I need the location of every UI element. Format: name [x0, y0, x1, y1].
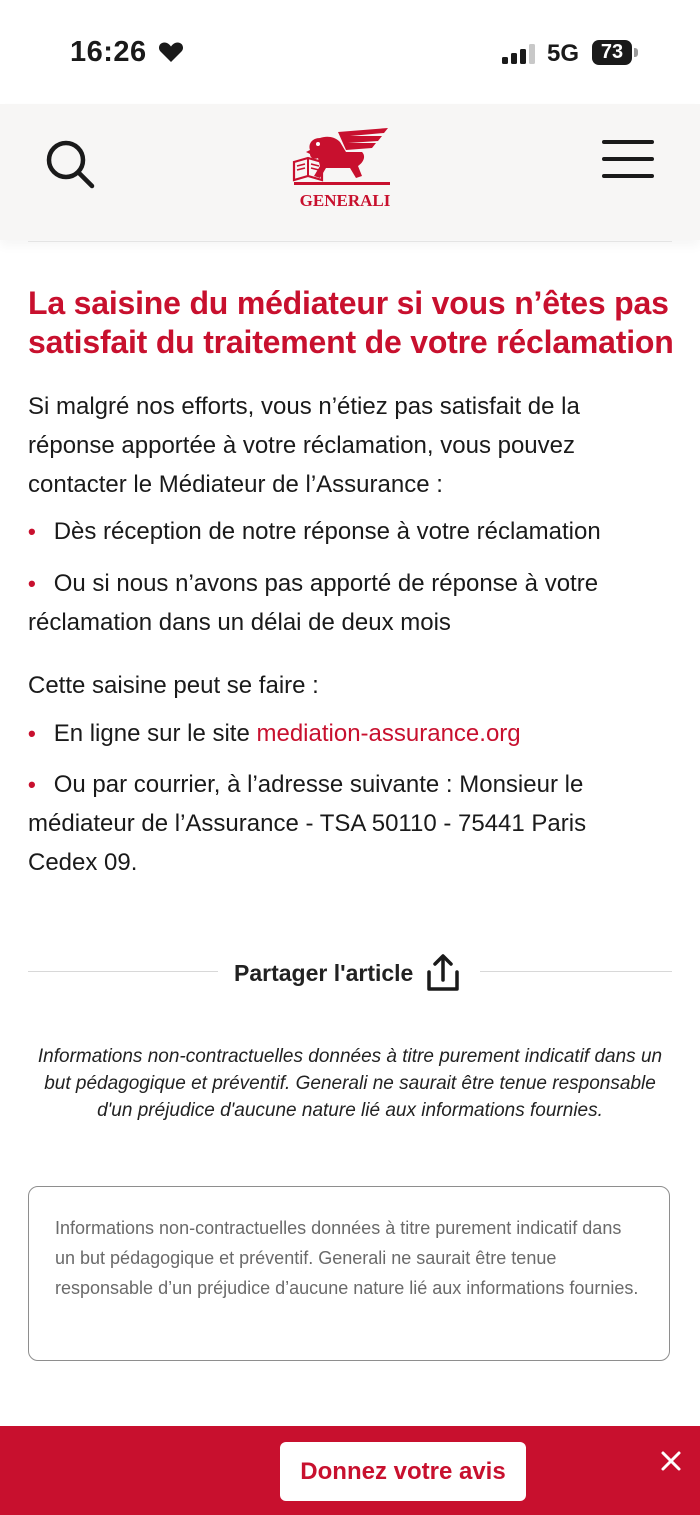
battery-icon: [592, 40, 632, 65]
saisine-intro: Cette saisine peut se faire :: [28, 672, 319, 699]
header-divider: [28, 241, 672, 242]
site-header: [0, 104, 700, 240]
bullet-dot: •: [28, 571, 36, 596]
signal-icon: [502, 44, 538, 64]
bullet-online: [28, 714, 668, 753]
mail-text: Ou par courrier, à l’adresse suivante : Monsieur le médiateur de l’Assurance - TSA 50110 - 75441 Paris Cedex 09.: [28, 771, 587, 876]
share-divider-left: [28, 971, 218, 972]
share-icon: [425, 954, 461, 992]
share-article-button[interactable]: [234, 953, 461, 993]
info-note-box: [28, 1186, 670, 1361]
network-label: 5G: [547, 40, 580, 67]
generali-logo[interactable]: [290, 122, 400, 212]
bullet-text: Ou si nous n’avons pas apporté de réponse à votre réclamation dans un délai de deux mois: [28, 570, 599, 636]
bullet-text: Dès réception de notre réponse à votre réclamation: [53, 518, 601, 545]
status-time: 16:26: [70, 36, 147, 68]
heart-icon: [158, 41, 184, 63]
bullet-mail: [28, 765, 638, 882]
bullet-dot: •: [28, 721, 36, 746]
hamburger-menu-icon[interactable]: [600, 136, 656, 182]
article-intro: Si malgré nos efforts, vous n’étiez pas satisfait de la réponse apportée à votre réclamation, vous pouvez contacter le Médiateur de l’Assurance :: [28, 393, 580, 498]
bullet-dot: •: [28, 519, 36, 544]
bullet-dot: •: [28, 772, 36, 797]
battery-tip: [634, 48, 638, 57]
give-feedback-button[interactable]: Donnez votre avis: [280, 1442, 526, 1501]
disclaimer-text: Informations non-contractuelles données à titre purement indicatif dans un but pédagogique et préventif. Generali ne saurait être tenue responsable d'un préjudice d'aucune nature lié aux informations fournies.: [37, 1046, 663, 1121]
bullet-delay: [28, 564, 658, 642]
status-bar: [0, 0, 700, 104]
share-row: [28, 945, 672, 999]
feedback-bar: [0, 1426, 700, 1515]
mediation-link[interactable]: mediation-assurance.org: [256, 720, 521, 747]
bullet-reception: [28, 512, 668, 551]
share-divider-right: [480, 971, 672, 972]
info-note-text: Informations non-contractuelles données à titre purement indicatif dans un but pédagogique et préventif. Generali ne saurait être tenue responsable d’un préjudice d’aucune nature lié aux informations fournies.: [55, 1218, 639, 1298]
close-icon[interactable]: [656, 1446, 686, 1476]
battery-level: 73: [600, 41, 624, 63]
online-prefix: En ligne sur le site: [53, 720, 257, 747]
article-title: La saisine du médiateur si vous n’êtes pas satisfait du traitement de votre réclamation: [28, 285, 674, 360]
logo-text: GENERALI: [299, 191, 391, 210]
search-icon[interactable]: [40, 134, 100, 194]
share-label: Partager l'article: [234, 959, 414, 986]
